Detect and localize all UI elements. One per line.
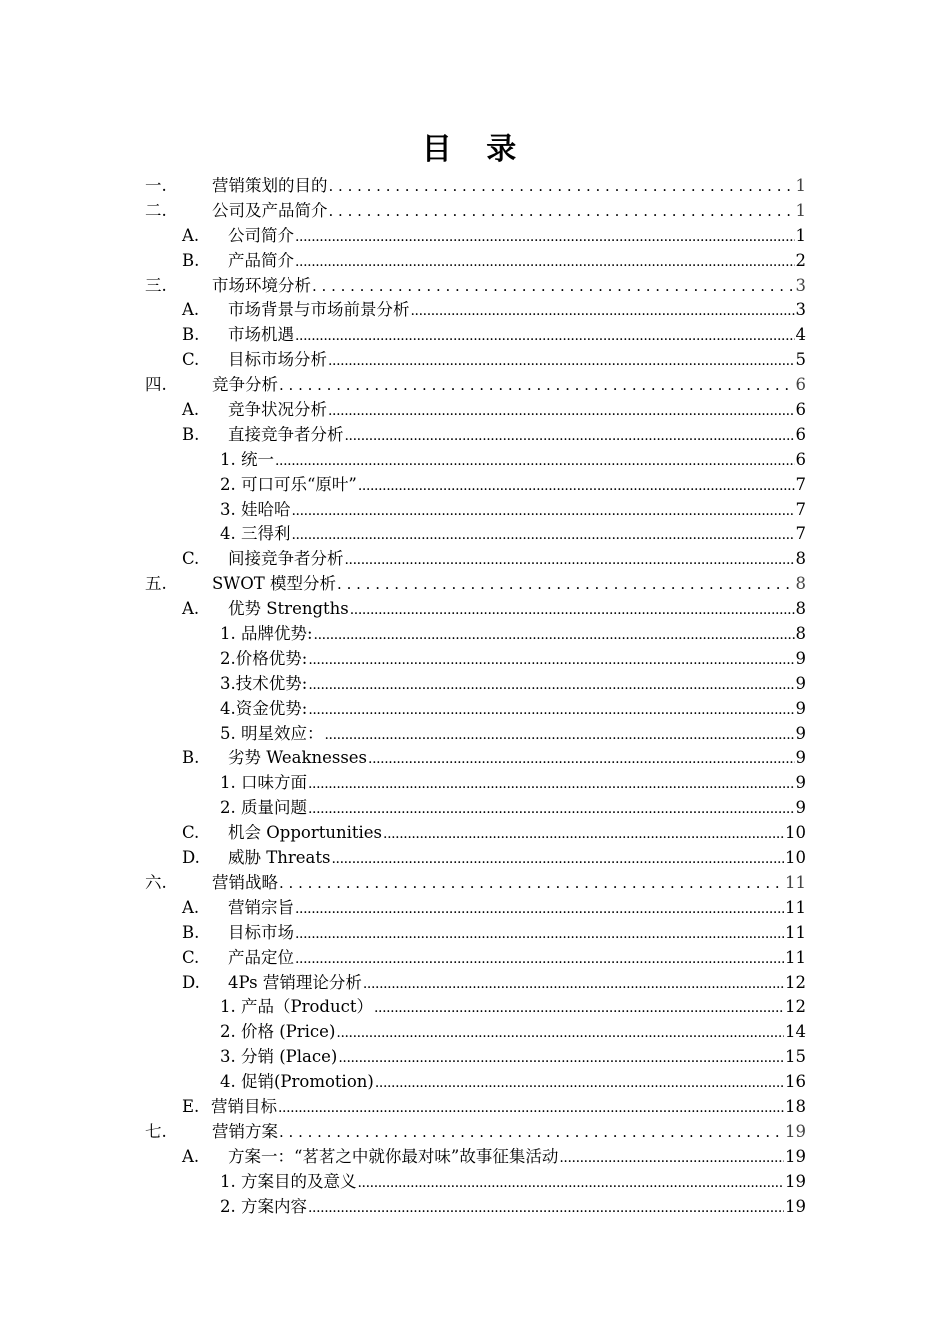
toc-entry-line — [228, 746, 806, 772]
toc-entry[interactable] — [0, 821, 950, 846]
dot-leader — [278, 1095, 784, 1121]
toc-entry-line — [228, 224, 806, 250]
toc-entry-number: A. — [182, 897, 200, 917]
toc-entry-title: 方案一：“茗茗之中就你最对味”故事征集活动 — [228, 1146, 559, 1166]
toc-entry-page: 19 — [785, 1196, 806, 1216]
toc-entry-line — [212, 373, 806, 398]
toc-entry-page: 9 — [795, 673, 806, 693]
toc-entry-line — [220, 647, 806, 673]
toc-entry[interactable] — [0, 1070, 950, 1095]
dot-leader — [336, 1020, 784, 1046]
toc-entry-line — [220, 1020, 806, 1046]
toc-entry-page: 8 — [795, 599, 806, 619]
toc-entry-number: 一. — [145, 176, 167, 195]
toc-entry-line — [228, 423, 806, 449]
toc-entry-title: 营销目标 — [211, 1096, 277, 1116]
dot-leader — [368, 746, 794, 772]
dot-leader — [292, 498, 795, 524]
toc-entry[interactable] — [0, 298, 950, 323]
toc-entry-title: 营销宗旨 — [228, 897, 294, 917]
toc-entry[interactable] — [0, 672, 950, 697]
toc-entry[interactable] — [0, 249, 950, 274]
toc-entry-title: 3. 分销 (Place) — [220, 1047, 338, 1067]
toc-entry-title: 4. 促销(Promotion) — [220, 1072, 374, 1092]
toc-entry-title: 4. 三得利 — [220, 524, 291, 544]
dot-leader — [350, 597, 795, 623]
toc-entry-number: B. — [182, 424, 200, 444]
toc-entry-number: B. — [182, 748, 200, 768]
toc-entry[interactable] — [0, 971, 950, 996]
toc-entry-page: 7 — [795, 524, 806, 544]
toc-entry[interactable] — [0, 1020, 950, 1045]
dot-leader — [295, 249, 795, 275]
dot-leader — [308, 697, 794, 723]
toc-entry-page: 11 — [785, 947, 806, 967]
toc-entry-title: 公司及产品简介 — [212, 200, 328, 220]
toc-entry-line — [220, 448, 806, 474]
toc-entry-page: 9 — [795, 798, 806, 818]
toc-entry-page: 9 — [795, 698, 806, 718]
toc-entry-title: 间接竞争者分析 — [228, 549, 344, 569]
dot-leader — [358, 1170, 785, 1196]
toc-entry-line — [220, 522, 806, 548]
toc-entry[interactable] — [0, 199, 950, 224]
toc-entry[interactable] — [0, 846, 950, 871]
toc-entry-number: E. — [182, 1096, 200, 1116]
toc-entry-line — [220, 796, 806, 822]
dot-leader — [338, 1045, 784, 1071]
toc-entry[interactable] — [0, 597, 950, 622]
dot-leader — [314, 622, 795, 648]
toc-entry-line — [212, 199, 806, 224]
toc-entry-title: 3.技术优势: — [220, 673, 308, 693]
dot-leader — [411, 298, 795, 324]
toc-entry[interactable] — [0, 995, 950, 1020]
dot-leader — [308, 796, 795, 822]
dot-leader — [337, 572, 794, 597]
toc-entry-number: 五. — [145, 574, 167, 594]
toc-entry[interactable] — [0, 323, 950, 348]
dot-leader — [328, 398, 795, 424]
toc-entry-title: 3. 娃哈哈 — [220, 499, 291, 519]
dot-leader — [295, 323, 795, 349]
toc-entry-page: 8 — [795, 624, 806, 644]
toc-entry-title: 产品简介 — [228, 250, 294, 270]
toc-entry[interactable] — [0, 1045, 950, 1070]
toc-entry-line — [228, 896, 806, 922]
toc-entry-number: A. — [182, 225, 200, 245]
dot-leader — [275, 448, 795, 474]
toc-entry-page: 19 — [785, 1121, 806, 1141]
dot-leader — [358, 473, 795, 499]
toc-entry-page: 14 — [785, 1022, 806, 1042]
toc-entry-line — [220, 1195, 806, 1221]
toc-entry-number: A. — [182, 599, 200, 619]
toc-entry-number: C. — [182, 549, 200, 569]
toc-entry-line — [220, 622, 806, 648]
toc-entry[interactable] — [0, 498, 950, 523]
toc-entry-page: 19 — [785, 1146, 806, 1166]
toc-entry-title: SWOT 模型分析 — [212, 574, 337, 594]
toc-entry-page: 8 — [795, 549, 806, 569]
toc-entry[interactable] — [0, 398, 950, 423]
toc-entry-line — [220, 995, 806, 1021]
dot-leader — [308, 771, 795, 797]
toc-entry-title: 直接竞争者分析 — [228, 424, 344, 444]
toc-entry-line — [228, 946, 806, 972]
toc-entry-page: 8 — [795, 574, 806, 594]
toc-entry-title: 营销策划的目的 — [212, 176, 328, 195]
toc-entry-number: A. — [182, 300, 200, 320]
toc-entry-title: 营销战略 — [212, 872, 278, 892]
toc-entry-title: 1. 品牌优势: — [220, 624, 313, 644]
toc-entry[interactable] — [0, 1120, 950, 1145]
toc-entry-page: 7 — [795, 474, 806, 494]
toc-entry-line — [228, 846, 806, 872]
page-title: 目 录 — [421, 132, 529, 167]
toc-entry[interactable] — [0, 522, 950, 547]
dot-leader — [295, 896, 784, 922]
toc-entry-page: 12 — [785, 997, 806, 1017]
toc-entry[interactable] — [0, 896, 950, 921]
toc-entry-number: C. — [182, 947, 200, 967]
dot-leader — [308, 1195, 784, 1221]
toc-entry[interactable] — [0, 1195, 950, 1220]
toc-entry-title: 劣势 Weaknesses — [228, 748, 368, 768]
toc-entry-line — [212, 274, 806, 299]
toc-entry-page: 6 — [795, 375, 806, 395]
dot-leader — [279, 373, 795, 398]
toc-entry-title: 竞争分析 — [212, 375, 278, 395]
toc-entry-number: 七. — [145, 1121, 167, 1141]
toc-entry-line — [228, 398, 806, 424]
toc-entry-line — [220, 1070, 806, 1096]
toc-entry-number: 三. — [145, 275, 167, 295]
toc-entry-page: 9 — [795, 723, 806, 743]
toc-entry-line — [212, 572, 806, 597]
toc-entry-title: 目标市场分析 — [228, 350, 327, 370]
toc-entry-page: 1 — [795, 200, 806, 220]
toc-entry[interactable] — [0, 174, 950, 199]
toc-entry-title: 市场机遇 — [228, 325, 294, 345]
toc-entry[interactable] — [0, 647, 950, 672]
dot-leader — [345, 547, 795, 573]
toc-entry-number: 六. — [145, 872, 167, 892]
dot-leader — [331, 846, 784, 872]
toc-entry-title: 2. 可口可乐“原叶” — [220, 474, 357, 494]
toc-entry-line — [228, 547, 806, 573]
toc-entry-number: C. — [182, 350, 200, 370]
toc-entry-line — [220, 1170, 806, 1196]
toc-entry-title: 目标市场 — [228, 922, 294, 942]
toc-entry-number: 四. — [145, 375, 167, 395]
toc-entry-page: 6 — [795, 424, 806, 444]
toc-entry-line — [220, 771, 806, 797]
toc-entry-title: 产品定位 — [228, 947, 294, 967]
dot-leader — [295, 921, 784, 947]
toc-entry[interactable] — [0, 921, 950, 946]
toc-entry[interactable] — [0, 473, 950, 498]
toc-entry-page: 2 — [795, 250, 806, 270]
toc-entry-title: 1. 统一 — [220, 449, 274, 469]
toc-entry-number: D. — [182, 848, 200, 868]
toc-entry-title: 市场环境分析 — [212, 275, 311, 295]
toc-entry-page: 10 — [785, 848, 806, 868]
toc-entry[interactable] — [0, 622, 950, 647]
toc-entry[interactable] — [0, 871, 950, 896]
toc-entry-title: 1. 方案目的及意义 — [220, 1171, 357, 1191]
toc-entry[interactable] — [0, 448, 950, 473]
dot-leader — [329, 174, 795, 199]
toc-entry[interactable] — [0, 1145, 950, 1170]
toc-entry-title: 2. 质量问题 — [220, 798, 307, 818]
toc-entry-page: 9 — [795, 748, 806, 768]
toc-entry-page: 3 — [795, 300, 806, 320]
dot-leader — [308, 647, 794, 673]
toc-entry-line — [212, 871, 806, 896]
toc-entry[interactable] — [0, 746, 950, 771]
toc-entry-number: B. — [182, 922, 200, 942]
toc-entry[interactable] — [0, 771, 950, 796]
toc-entry-line — [220, 722, 806, 748]
toc-entry-number: 二. — [145, 200, 167, 220]
toc-entry-line — [228, 971, 806, 997]
toc-entry-page: 9 — [795, 773, 806, 793]
toc-entry-line — [220, 1045, 806, 1071]
dot-leader — [312, 274, 795, 299]
toc-entry-line — [220, 697, 806, 723]
toc-entry-page: 19 — [785, 1171, 806, 1191]
toc-entry-number: B. — [182, 250, 200, 270]
toc-entry-title: 机会 Opportunities — [228, 823, 383, 843]
toc-entry-title: 1. 产品（Product） — [220, 997, 373, 1017]
toc-entry[interactable] — [0, 348, 950, 373]
dot-leader — [295, 946, 784, 972]
toc-entry[interactable] — [0, 423, 950, 448]
toc-entry-title: 营销方案 — [212, 1121, 278, 1141]
toc-entry[interactable] — [0, 224, 950, 249]
toc-entry-line — [228, 1145, 806, 1171]
dot-leader — [308, 672, 794, 698]
toc-entry-title: 2.价格优势: — [220, 648, 308, 668]
toc-entry-page: 7 — [795, 499, 806, 519]
toc-entry-line — [228, 298, 806, 324]
toc-entry[interactable] — [0, 1095, 950, 1120]
toc-entry-line — [220, 473, 806, 499]
toc-entry-title: 2. 方案内容 — [220, 1196, 307, 1216]
toc-entry[interactable] — [0, 946, 950, 971]
dot-leader — [295, 224, 795, 250]
table-of-contents — [0, 174, 950, 1219]
toc-entry-page: 1 — [795, 225, 806, 245]
toc-entry-line — [228, 921, 806, 947]
toc-entry[interactable] — [0, 722, 950, 747]
toc-entry-page: 11 — [785, 922, 806, 942]
toc-entry-page: 16 — [785, 1072, 806, 1092]
toc-entry-page: 11 — [785, 897, 806, 917]
toc-entry-title: 市场背景与市场前景分析 — [228, 300, 410, 320]
toc-entry-page: 1 — [795, 176, 806, 195]
dot-leader — [292, 522, 795, 548]
toc-entry[interactable] — [0, 572, 950, 597]
toc-entry-page: 3 — [795, 275, 806, 295]
toc-entry[interactable] — [0, 373, 950, 398]
toc-entry-line — [220, 498, 806, 524]
toc-entry-number: D. — [182, 972, 200, 992]
toc-entry-number: A. — [182, 1146, 200, 1166]
toc-entry-page: 6 — [795, 449, 806, 469]
toc-entry-title: 竞争状况分析 — [228, 400, 327, 420]
toc-entry-page: 15 — [785, 1047, 806, 1067]
toc-entry-title: 2. 价格 (Price) — [220, 1022, 336, 1042]
toc-entry-page: 10 — [785, 823, 806, 843]
toc-entry-title: 优势 Strengths — [228, 599, 349, 619]
dot-leader — [559, 1145, 784, 1171]
dot-leader — [325, 722, 795, 748]
toc-entry-number: A. — [182, 400, 200, 420]
toc-entry-title: 威胁 Threats — [228, 848, 331, 868]
dot-leader — [363, 971, 784, 997]
toc-entry-number: C. — [182, 823, 200, 843]
toc-entry-line — [228, 821, 806, 847]
toc-entry-page: 5 — [795, 350, 806, 370]
toc-entry[interactable] — [0, 547, 950, 572]
toc-entry[interactable] — [0, 697, 950, 722]
toc-entry-line — [228, 323, 806, 349]
toc-entry-line — [212, 1120, 806, 1145]
toc-entry[interactable] — [0, 1170, 950, 1195]
toc-entry-title: 公司简介 — [228, 225, 294, 245]
toc-entry-line — [212, 174, 806, 199]
toc-entry-title: 4.资金优势: — [220, 698, 308, 718]
dot-leader — [383, 821, 784, 847]
toc-entry-title: 1. 口味方面 — [220, 773, 307, 793]
toc-entry-line — [220, 672, 806, 698]
toc-entry-line — [228, 249, 806, 275]
toc-entry-line — [228, 597, 806, 623]
toc-entry[interactable] — [0, 796, 950, 821]
dot-leader — [328, 348, 795, 374]
dot-leader — [374, 995, 784, 1021]
toc-entry-title: 4Ps 营销理论分析 — [228, 972, 362, 992]
toc-entry-line — [211, 1095, 806, 1121]
toc-entry-page: 18 — [785, 1096, 806, 1116]
dot-leader — [329, 199, 795, 224]
dot-leader — [279, 871, 784, 896]
dot-leader — [279, 1120, 784, 1145]
toc-entry[interactable] — [0, 274, 950, 299]
toc-entry-page: 6 — [795, 400, 806, 420]
dot-leader — [375, 1070, 784, 1096]
toc-entry-page: 4 — [795, 325, 806, 345]
toc-entry-title: 5. 明星效应： — [220, 723, 324, 743]
toc-entry-number: B. — [182, 325, 200, 345]
toc-entry-page: 11 — [785, 872, 806, 892]
toc-entry-line — [228, 348, 806, 374]
toc-entry-page: 12 — [785, 972, 806, 992]
toc-entry-page: 9 — [795, 648, 806, 668]
dot-leader — [345, 423, 795, 449]
